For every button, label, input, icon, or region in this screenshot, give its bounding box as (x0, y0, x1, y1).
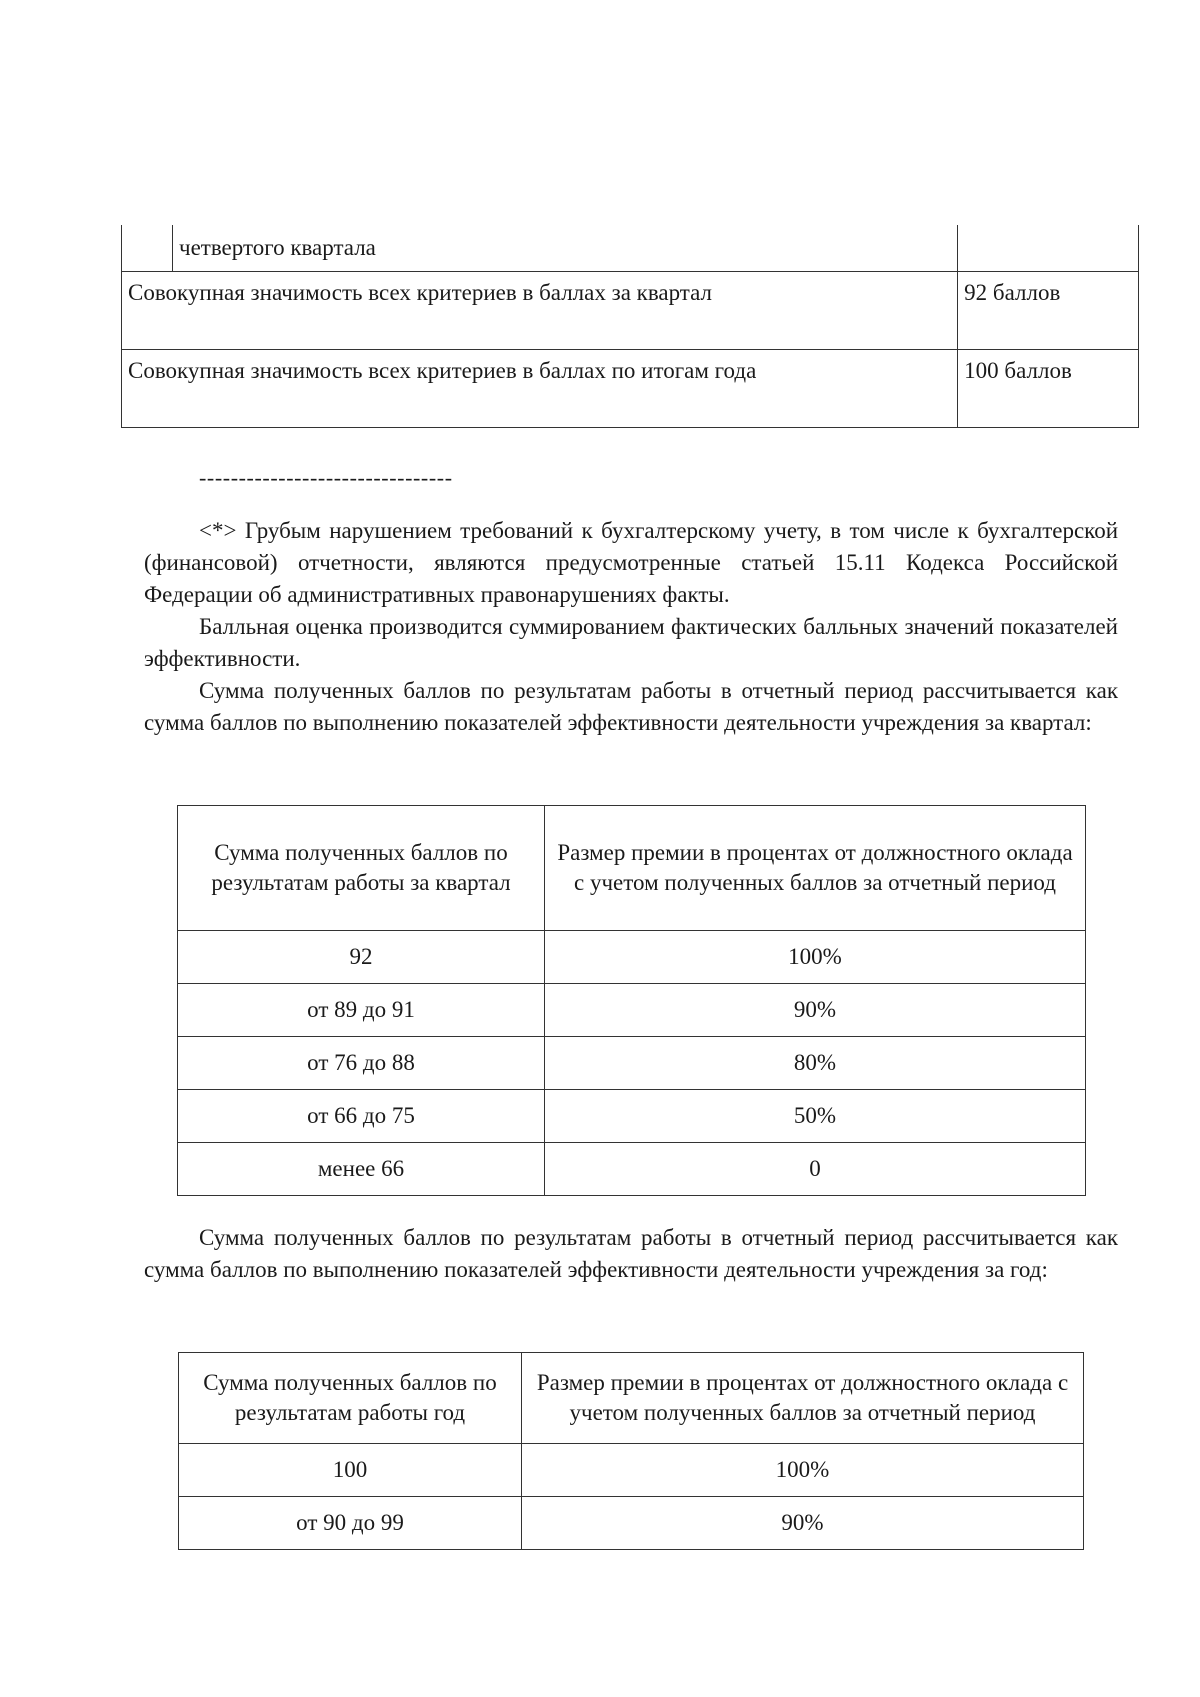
table-header-row (178, 806, 1086, 931)
bonus-cell: 100% (545, 931, 1086, 984)
table-row (122, 350, 1139, 428)
quarter-total-label: Совокупная значимость всех критериев в баллах за квартал (122, 272, 958, 350)
footnote-separator: -------------------------------- (199, 465, 453, 490)
year-total-label: Совокупная значимость всех критериев в баллах по итогам года (122, 350, 958, 428)
criterion-continuation-text: четвертого квартала (179, 235, 376, 260)
table-row (178, 1037, 1086, 1090)
quarter-intro-paragraph: Сумма полученных баллов по результатам работы в отчетный период рассчитывается как сумма баллов по выполнению показателей эффективности деятельности учреждения за квартал: (144, 678, 1118, 735)
table-row (122, 225, 1139, 272)
table-row (179, 1444, 1084, 1497)
points-cell: от 89 до 91 (178, 984, 545, 1037)
year-intro-paragraph: Сумма полученных баллов по результатам работы в отчетный период рассчитывается как сумма баллов по выполнению показателей эффективности деятельности учреждения за год: (144, 1225, 1118, 1282)
header-points-year: Сумма полученных баллов по результатам работы год (179, 1353, 522, 1444)
bonus-cell: 0 (545, 1143, 1086, 1196)
year-bonus-table (178, 1352, 1084, 1550)
bonus-cell: 90% (522, 1497, 1084, 1550)
header-points-quarter: Сумма полученных баллов по результатам работы за квартал (178, 806, 545, 931)
quarter-bonus-table (177, 805, 1086, 1196)
footnote-paragraph: <*> Грубым нарушением требований к бухгалтерскому учету, в том числе к бухгалтерской (финансовой) отчетности, являются предусмотренные статьей 15.11 Кодекса Российской Федерации об административных правонарушениях факты. (144, 518, 1118, 607)
points-cell: от 90 до 99 (179, 1497, 522, 1550)
points-cell: от 76 до 88 (178, 1037, 545, 1090)
header-bonus-percent: Размер премии в процентах от должностного оклада с учетом полученных баллов за отчетный период (545, 806, 1086, 931)
points-cell: менее 66 (178, 1143, 545, 1196)
points-cell: 92 (178, 931, 545, 984)
notes-block (144, 515, 1118, 739)
bonus-cell: 100% (522, 1444, 1084, 1497)
bonus-cell: 50% (545, 1090, 1086, 1143)
table-row (178, 984, 1086, 1037)
scoring-paragraph: Балльная оценка производится суммированием фактических балльных значений показателей эффективности. (144, 614, 1118, 671)
year-intro-block (144, 1222, 1118, 1286)
bonus-cell: 80% (545, 1037, 1086, 1090)
points-cell: от 66 до 75 (178, 1090, 545, 1143)
table-cell-criterion (173, 225, 958, 272)
table-header-row (179, 1353, 1084, 1444)
criteria-summary-table (121, 225, 1139, 428)
quarter-total-value: 92 баллов (958, 272, 1139, 350)
year-total-value: 100 баллов (958, 350, 1139, 428)
table-row (179, 1497, 1084, 1550)
table-row (178, 931, 1086, 984)
table-row (122, 272, 1139, 350)
table-row (178, 1143, 1086, 1196)
table-cell-score (958, 225, 1139, 272)
header-bonus-percent: Размер премии в процентах от должностного оклада с учетом полученных баллов за отчетный период (522, 1353, 1084, 1444)
table-cell-number (122, 225, 173, 272)
points-cell: 100 (179, 1444, 522, 1497)
table-row (178, 1090, 1086, 1143)
bonus-cell: 90% (545, 984, 1086, 1037)
